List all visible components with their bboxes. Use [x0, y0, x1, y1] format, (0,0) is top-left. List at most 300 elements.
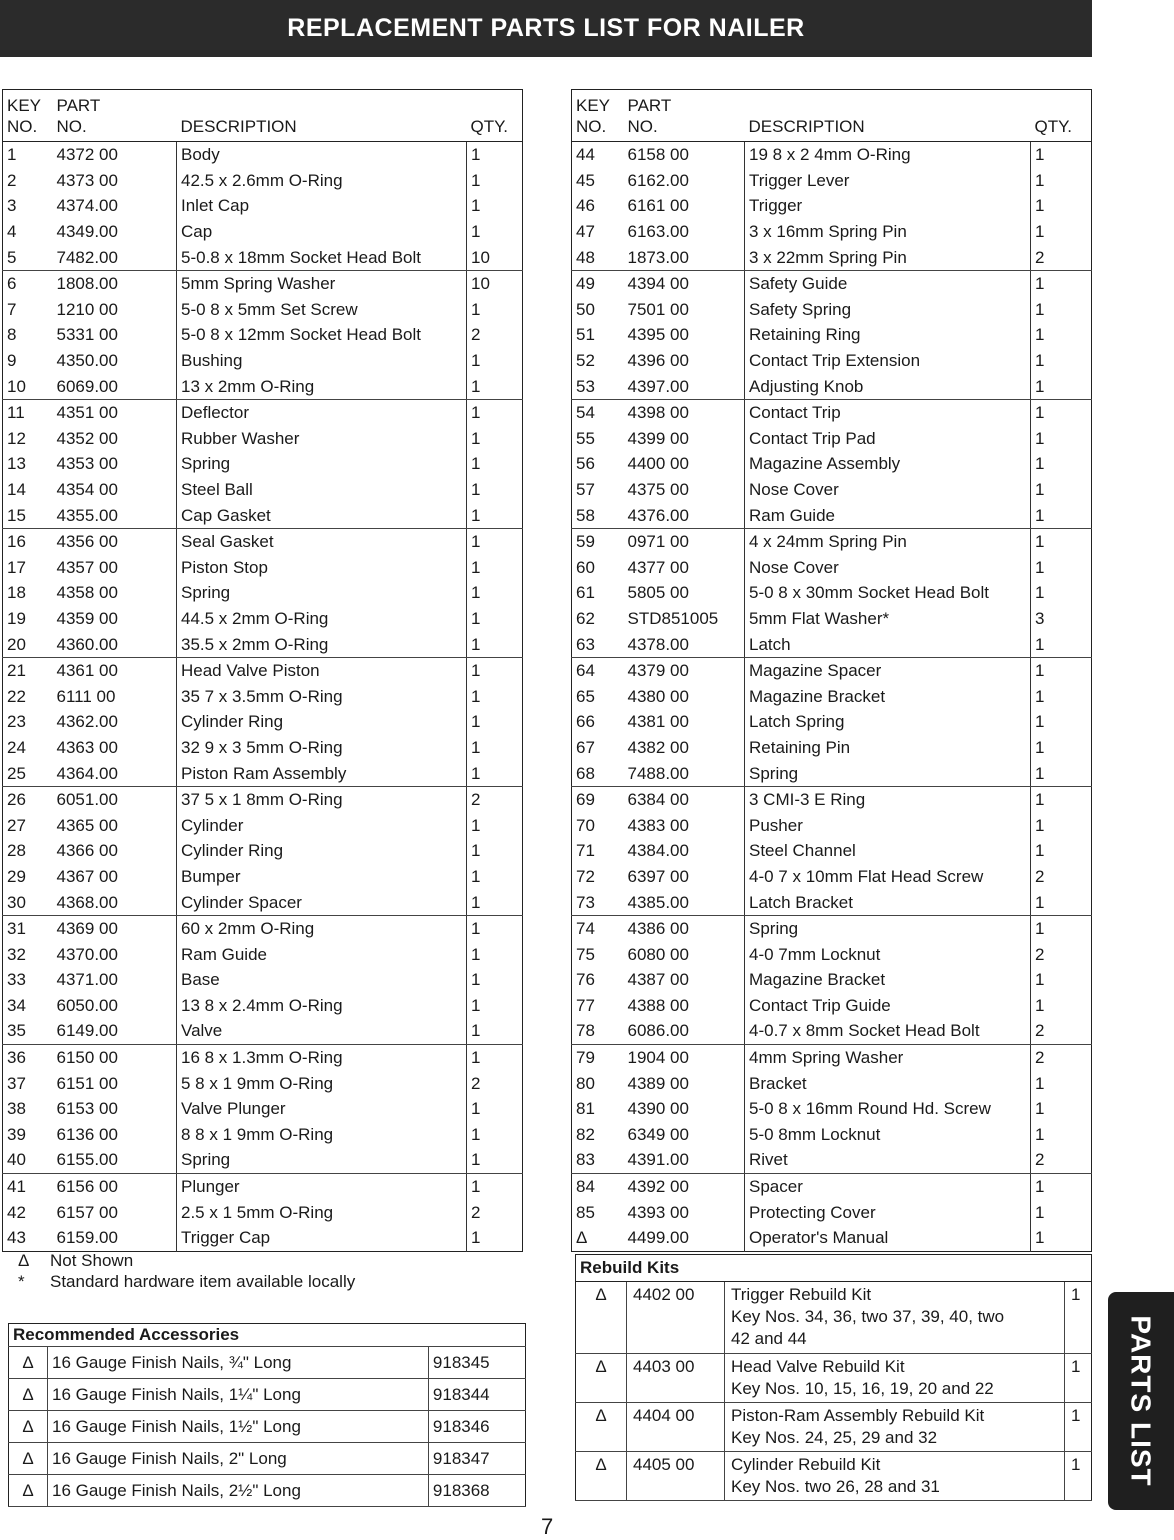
page-title: REPLACEMENT PARTS LIST FOR NAILER [0, 0, 1092, 57]
key-no: 83 [572, 1147, 624, 1173]
part-row [572, 735, 1092, 761]
kit-part-no: 4403 00 [627, 1354, 725, 1403]
accessories-title: Recommended Accessories [9, 1324, 526, 1347]
part-no: 4365 00 [56, 815, 118, 835]
part-row [572, 219, 1092, 245]
qty-header: QTY. [467, 90, 523, 142]
not-shown-symbol: Δ [576, 1354, 627, 1403]
key-no: 13 [7, 454, 26, 474]
key-no: 42 [7, 1202, 26, 1222]
part-no: 4349.00 [56, 222, 118, 242]
part-description: 8 8 x 1 9mm O-Ring [177, 1122, 467, 1148]
part-qty: 1 [471, 661, 481, 681]
part-row [3, 967, 523, 993]
part-no: 4373 00 [56, 170, 118, 190]
part-no: 6155.00 [53, 1147, 177, 1173]
key-no: 33 [7, 970, 26, 990]
part-description: Cylinder Spacer [177, 889, 467, 915]
part-row [572, 941, 1092, 967]
key-no: 63 [572, 631, 624, 657]
kit-qty: 1 [1065, 1403, 1092, 1452]
part-qty: 1 [471, 557, 481, 577]
key-no: 19 [7, 608, 26, 628]
key-no: 61 [576, 583, 595, 603]
part-description: Trigger [745, 193, 1031, 219]
recommended-accessories-table [8, 1323, 526, 1507]
part-description: Safety Guide [745, 270, 1031, 296]
part-no: 4356 00 [56, 532, 118, 552]
part-no: 4374.00 [56, 196, 118, 216]
key-no: 80 [576, 1073, 595, 1093]
accessory-part-no: 918345 [428, 1347, 525, 1379]
key-no: 65 [576, 686, 595, 706]
part-row [3, 631, 523, 657]
part-qty: 1 [1035, 1124, 1045, 1144]
part-description: Body [177, 142, 467, 168]
part-qty: 1 [467, 760, 523, 786]
part-qty: 2 [471, 1202, 481, 1222]
part-no: 4390 00 [627, 1099, 689, 1119]
part-description: 5mm Spring Washer [177, 270, 467, 296]
key-no: 72 [576, 866, 595, 886]
part-row [3, 993, 523, 1019]
part-row [572, 426, 1092, 452]
part-qty: 1 [1035, 1228, 1045, 1248]
part-description: 5mm Flat Washer* [745, 606, 1031, 632]
part-qty: 1 [1035, 351, 1045, 371]
part-row [572, 1173, 1092, 1199]
part-row [572, 864, 1092, 890]
part-no: 4375 00 [627, 480, 689, 500]
part-no-header: PART NO. [624, 90, 745, 142]
part-row [3, 786, 523, 812]
not-shown-symbol: Δ [9, 1443, 48, 1475]
part-row [572, 1147, 1092, 1173]
part-description: 35.5 x 2mm O-Ring [177, 631, 467, 657]
key-no: 77 [576, 995, 595, 1015]
key-no: 82 [576, 1124, 595, 1144]
note-not-shown: Δ Not Shown [18, 1251, 134, 1270]
part-qty: 1 [1035, 970, 1045, 990]
part-qty: 1 [1035, 299, 1045, 319]
part-description: 5-0 8 x 16mm Round Hd. Screw [745, 1096, 1031, 1122]
rebuild-kits-title: Rebuild Kits [576, 1255, 1092, 1282]
key-no-header: KEY NO. [572, 90, 624, 142]
part-no: 4377 00 [627, 557, 689, 577]
not-shown-symbol: Δ [576, 1282, 627, 1354]
part-qty: 1 [1035, 737, 1045, 757]
part-description: Pusher [745, 812, 1031, 838]
key-no: 7 [7, 299, 17, 319]
part-description: Magazine Bracket [745, 683, 1031, 709]
part-row [572, 528, 1092, 554]
part-row [3, 864, 523, 890]
key-no: 55 [576, 428, 595, 448]
part-description: 4-0 7mm Locknut [745, 941, 1031, 967]
part-no: 4395 00 [627, 325, 689, 345]
part-description: Spring [177, 451, 467, 477]
part-qty: 2 [1035, 866, 1045, 886]
part-no: 7501 00 [627, 299, 689, 319]
part-qty: 2 [471, 325, 481, 345]
part-qty: 1 [1035, 480, 1045, 500]
part-description: Magazine Spacer [745, 657, 1031, 683]
part-qty: 1 [471, 737, 481, 757]
part-row [3, 477, 523, 503]
part-qty: 1 [1035, 841, 1045, 861]
part-no: 4396 00 [627, 351, 689, 371]
parts-table-left [2, 89, 523, 1252]
part-no: 4361 00 [56, 661, 118, 681]
kit-description: Cylinder Rebuild Kit Key Nos. two 26, 28 and 31 [725, 1452, 1065, 1501]
part-qty: 1 [1035, 170, 1045, 190]
accessory-row [9, 1379, 526, 1411]
part-no: 6157 00 [56, 1202, 118, 1222]
parts-list-tab: PARTS LIST [1108, 1292, 1174, 1510]
part-row [3, 1018, 523, 1044]
part-no: 1904 00 [627, 1048, 689, 1068]
key-no: 22 [7, 686, 26, 706]
kit-row [576, 1403, 1092, 1452]
key-no: 25 [3, 760, 53, 786]
part-no: 6161 00 [627, 196, 689, 216]
part-no: 4389 00 [627, 1073, 689, 1093]
key-no: 18 [7, 583, 26, 603]
key-no: 12 [7, 428, 26, 448]
kit-part-no: 4402 00 [627, 1282, 725, 1354]
part-row [572, 451, 1092, 477]
part-no: 4350.00 [56, 351, 118, 371]
key-no: 57 [576, 480, 595, 500]
part-description: Ram Guide [745, 502, 1031, 528]
key-no: 28 [7, 841, 26, 861]
part-qty: 1 [467, 373, 523, 399]
part-description: 3 x 22mm Spring Pin [745, 244, 1031, 270]
part-qty: 1 [471, 196, 481, 216]
part-row [572, 297, 1092, 323]
key-no: 53 [572, 373, 624, 399]
part-description: Retaining Pin [745, 735, 1031, 761]
key-no: 34 [7, 995, 26, 1015]
part-qty: 1 [471, 1177, 481, 1197]
part-description: Rubber Washer [177, 426, 467, 452]
part-row [572, 270, 1092, 296]
part-no: 4362.00 [56, 712, 118, 732]
kit-description: Head Valve Rebuild Kit Key Nos. 10, 15, 16, 19, 20 and 22 [725, 1354, 1065, 1403]
part-no: 4376.00 [624, 502, 745, 528]
part-qty: 1 [471, 1228, 481, 1248]
accessory-description: 16 Gauge Finish Nails, ¾" Long [48, 1347, 429, 1379]
part-description: 16 8 x 1.3mm O-Ring [177, 1044, 467, 1070]
part-description: Contact Trip Pad [745, 426, 1031, 452]
part-row [572, 838, 1092, 864]
part-qty: 1 [471, 170, 481, 190]
part-no: 4363 00 [56, 737, 118, 757]
kit-qty: 1 [1065, 1282, 1092, 1354]
part-no: 0971 00 [627, 532, 689, 552]
part-row [3, 683, 523, 709]
part-description: Bushing [177, 348, 467, 374]
part-description: 13 x 2mm O-Ring [177, 373, 467, 399]
part-no: 1873.00 [624, 244, 745, 270]
part-description: Contact Trip Extension [745, 348, 1031, 374]
part-no: 6051.00 [56, 790, 118, 810]
part-no: 6150 00 [56, 1048, 118, 1068]
part-row [3, 760, 523, 786]
part-no: 6069.00 [53, 373, 177, 399]
part-row [572, 193, 1092, 219]
accessory-description: 16 Gauge Finish Nails, 1¼" Long [48, 1379, 429, 1411]
key-no: 4 [7, 222, 17, 242]
part-qty: 1 [471, 351, 481, 371]
part-no: 6156 00 [56, 1177, 118, 1197]
part-row [572, 631, 1092, 657]
part-row [3, 502, 523, 528]
part-row [572, 915, 1092, 941]
key-no: 6 [7, 274, 17, 294]
part-no: 4381 00 [627, 712, 689, 732]
accessory-description: 16 Gauge Finish Nails, 2½" Long [48, 1475, 429, 1507]
key-no: 45 [576, 170, 595, 190]
part-description: Spring [745, 760, 1031, 786]
part-description: Magazine Assembly [745, 451, 1031, 477]
part-qty: 1 [471, 299, 481, 319]
part-description: Nose Cover [745, 555, 1031, 581]
part-row [572, 168, 1092, 194]
key-no: 39 [7, 1124, 26, 1144]
key-no: 48 [572, 244, 624, 270]
part-description: Magazine Bracket [745, 967, 1031, 993]
part-description: Rivet [745, 1147, 1031, 1173]
key-no: 27 [7, 815, 26, 835]
part-description: Bumper [177, 864, 467, 890]
key-no: 9 [7, 351, 17, 371]
part-qty: 1 [467, 889, 523, 915]
part-no: 4499.00 [627, 1228, 689, 1248]
part-description: Latch [745, 631, 1031, 657]
part-qty: 1 [1035, 532, 1045, 552]
part-qty: 10 [471, 274, 490, 294]
key-no: 23 [7, 712, 26, 732]
part-no: 4371.00 [56, 970, 118, 990]
part-row [572, 1096, 1092, 1122]
key-no: 38 [7, 1099, 26, 1119]
key-no: 79 [576, 1048, 595, 1068]
part-row [3, 1225, 523, 1251]
part-description: 5-0 8 x 30mm Socket Head Bolt [745, 580, 1031, 606]
part-qty: 1 [467, 502, 523, 528]
part-description: 37 5 x 1 8mm O-Ring [177, 786, 467, 812]
part-row [572, 1044, 1092, 1070]
part-row [3, 1199, 523, 1225]
part-qty: 1 [471, 1099, 481, 1119]
part-description: Safety Spring [745, 297, 1031, 323]
part-no: 6149.00 [53, 1018, 177, 1044]
key-no: 26 [7, 790, 26, 810]
part-row [572, 399, 1092, 425]
key-no: 32 [7, 944, 26, 964]
part-row [572, 555, 1092, 581]
key-no: 36 [7, 1048, 26, 1068]
part-qty: 1 [471, 686, 481, 706]
part-no: 6397 00 [627, 866, 689, 886]
part-qty: 1 [1035, 815, 1045, 835]
part-description: 4mm Spring Washer [745, 1044, 1031, 1070]
part-qty: 2 [471, 790, 481, 810]
qty-header: QTY. [1031, 90, 1092, 142]
part-qty: 1 [1035, 712, 1045, 732]
part-description: Plunger [177, 1173, 467, 1199]
part-row [3, 270, 523, 296]
part-row [3, 168, 523, 194]
key-no: 2 [7, 170, 17, 190]
key-no: 73 [572, 889, 624, 915]
part-row [572, 1122, 1092, 1148]
part-row [3, 1147, 523, 1173]
part-qty: 1 [1035, 1202, 1045, 1222]
key-no: 50 [576, 299, 595, 319]
part-qty: 10 [467, 244, 523, 270]
part-qty: 1 [471, 480, 481, 500]
part-description: 44.5 x 2mm O-Ring [177, 606, 467, 632]
accessory-part-no: 918344 [428, 1379, 525, 1411]
kit-part-no: 4404 00 [627, 1403, 725, 1452]
part-row [3, 606, 523, 632]
part-row [3, 889, 523, 915]
part-qty: 1 [471, 1124, 481, 1144]
key-no: 41 [7, 1177, 26, 1197]
part-qty: 1 [1031, 631, 1092, 657]
part-no: 4355.00 [53, 502, 177, 528]
part-row [3, 348, 523, 374]
part-row [572, 502, 1092, 528]
accessory-row [9, 1347, 526, 1379]
part-description: Cylinder Ring [177, 838, 467, 864]
part-qty: 1 [1035, 919, 1045, 939]
part-qty: 1 [1035, 145, 1045, 165]
part-no: 4364.00 [53, 760, 177, 786]
part-no: 4370.00 [56, 944, 118, 964]
key-no: 8 [7, 325, 17, 345]
key-no: 58 [572, 502, 624, 528]
part-qty: 1 [1035, 196, 1045, 216]
part-description: 42.5 x 2.6mm O-Ring [177, 168, 467, 194]
part-qty: 1 [1035, 1177, 1045, 1197]
part-row [3, 1044, 523, 1070]
part-row [572, 812, 1092, 838]
description-header: DESCRIPTION [177, 90, 467, 142]
part-qty: 1 [471, 841, 481, 861]
part-no: 6151 00 [56, 1073, 118, 1093]
key-no: 37 [7, 1073, 26, 1093]
part-description: Operator's Manual [745, 1225, 1031, 1251]
part-no: 4354 00 [56, 480, 118, 500]
part-description: Inlet Cap [177, 193, 467, 219]
part-no: 6050.00 [56, 995, 118, 1015]
part-no: 4400 00 [627, 454, 689, 474]
part-no: 4369 00 [56, 919, 118, 939]
accessory-part-no: 918347 [428, 1443, 525, 1475]
not-shown-symbol: Δ [576, 1452, 627, 1501]
part-description: Trigger Lever [745, 168, 1031, 194]
part-row [3, 528, 523, 554]
part-row [572, 244, 1092, 270]
key-no: 49 [576, 274, 595, 294]
part-qty: 1 [471, 815, 481, 835]
key-no: 3 [7, 196, 17, 216]
not-shown-symbol: Δ [9, 1379, 48, 1411]
part-qty: 1 [1031, 889, 1092, 915]
part-no: 4394 00 [627, 274, 689, 294]
part-row [3, 709, 523, 735]
part-description: 3 CMI-3 E Ring [745, 786, 1031, 812]
key-no: 46 [576, 196, 595, 216]
accessory-row [9, 1443, 526, 1475]
part-description: 5-0 8 x 12mm Socket Head Bolt [177, 322, 467, 348]
part-qty: 1 [1035, 995, 1045, 1015]
key-no: 85 [576, 1202, 595, 1222]
part-no: 6158 00 [627, 145, 689, 165]
part-qty: 1 [471, 532, 481, 552]
part-qty: 2 [1031, 1147, 1092, 1173]
key-no: 30 [3, 889, 53, 915]
part-description: Protecting Cover [745, 1199, 1031, 1225]
part-description: Piston Stop [177, 555, 467, 581]
part-no: 4391.00 [624, 1147, 745, 1173]
part-row [3, 142, 523, 168]
kit-description: Trigger Rebuild Kit Key Nos. 34, 36, two 37, 39, 40, two 42 and 44 [725, 1282, 1065, 1354]
part-description: Steel Ball [177, 477, 467, 503]
part-description: Latch Spring [745, 709, 1031, 735]
part-row [572, 709, 1092, 735]
part-no: 4393 00 [627, 1202, 689, 1222]
key-no: 54 [576, 403, 595, 423]
kit-description: Piston-Ram Assembly Rebuild Kit Key Nos. 24, 25, 29 and 32 [725, 1403, 1065, 1452]
part-qty: 1 [471, 454, 481, 474]
part-qty: 1 [1035, 274, 1045, 294]
part-qty: 1 [1035, 454, 1045, 474]
part-description: Contact Trip Guide [745, 993, 1031, 1019]
part-no: 4360.00 [53, 631, 177, 657]
part-row [3, 941, 523, 967]
key-no: 11 [7, 403, 25, 423]
part-description: Piston Ram Assembly [177, 760, 467, 786]
part-row [3, 657, 523, 683]
part-description: 5-0 8 x 5mm Set Screw [177, 297, 467, 323]
part-row [572, 1070, 1092, 1096]
key-no: 21 [7, 661, 26, 681]
part-row [3, 244, 523, 270]
description-header: DESCRIPTION [745, 90, 1031, 142]
part-description: 19 8 x 2 4mm O-Ring [745, 142, 1031, 168]
part-no: 4383 00 [627, 815, 689, 835]
part-qty: 2 [1031, 1018, 1092, 1044]
key-no: 52 [576, 351, 595, 371]
key-no: 70 [576, 815, 595, 835]
part-qty: 1 [1035, 428, 1045, 448]
part-qty: 2 [471, 1073, 481, 1093]
part-row [572, 142, 1092, 168]
part-qty: 1 [471, 428, 481, 448]
part-row [3, 735, 523, 761]
part-no: 4366 00 [56, 841, 118, 861]
not-shown-symbol: Δ [9, 1411, 48, 1443]
part-row [3, 399, 523, 425]
part-qty: 1 [471, 608, 481, 628]
key-no: 31 [7, 919, 26, 939]
part-no: 4385.00 [624, 889, 745, 915]
part-qty: 1 [1031, 760, 1092, 786]
